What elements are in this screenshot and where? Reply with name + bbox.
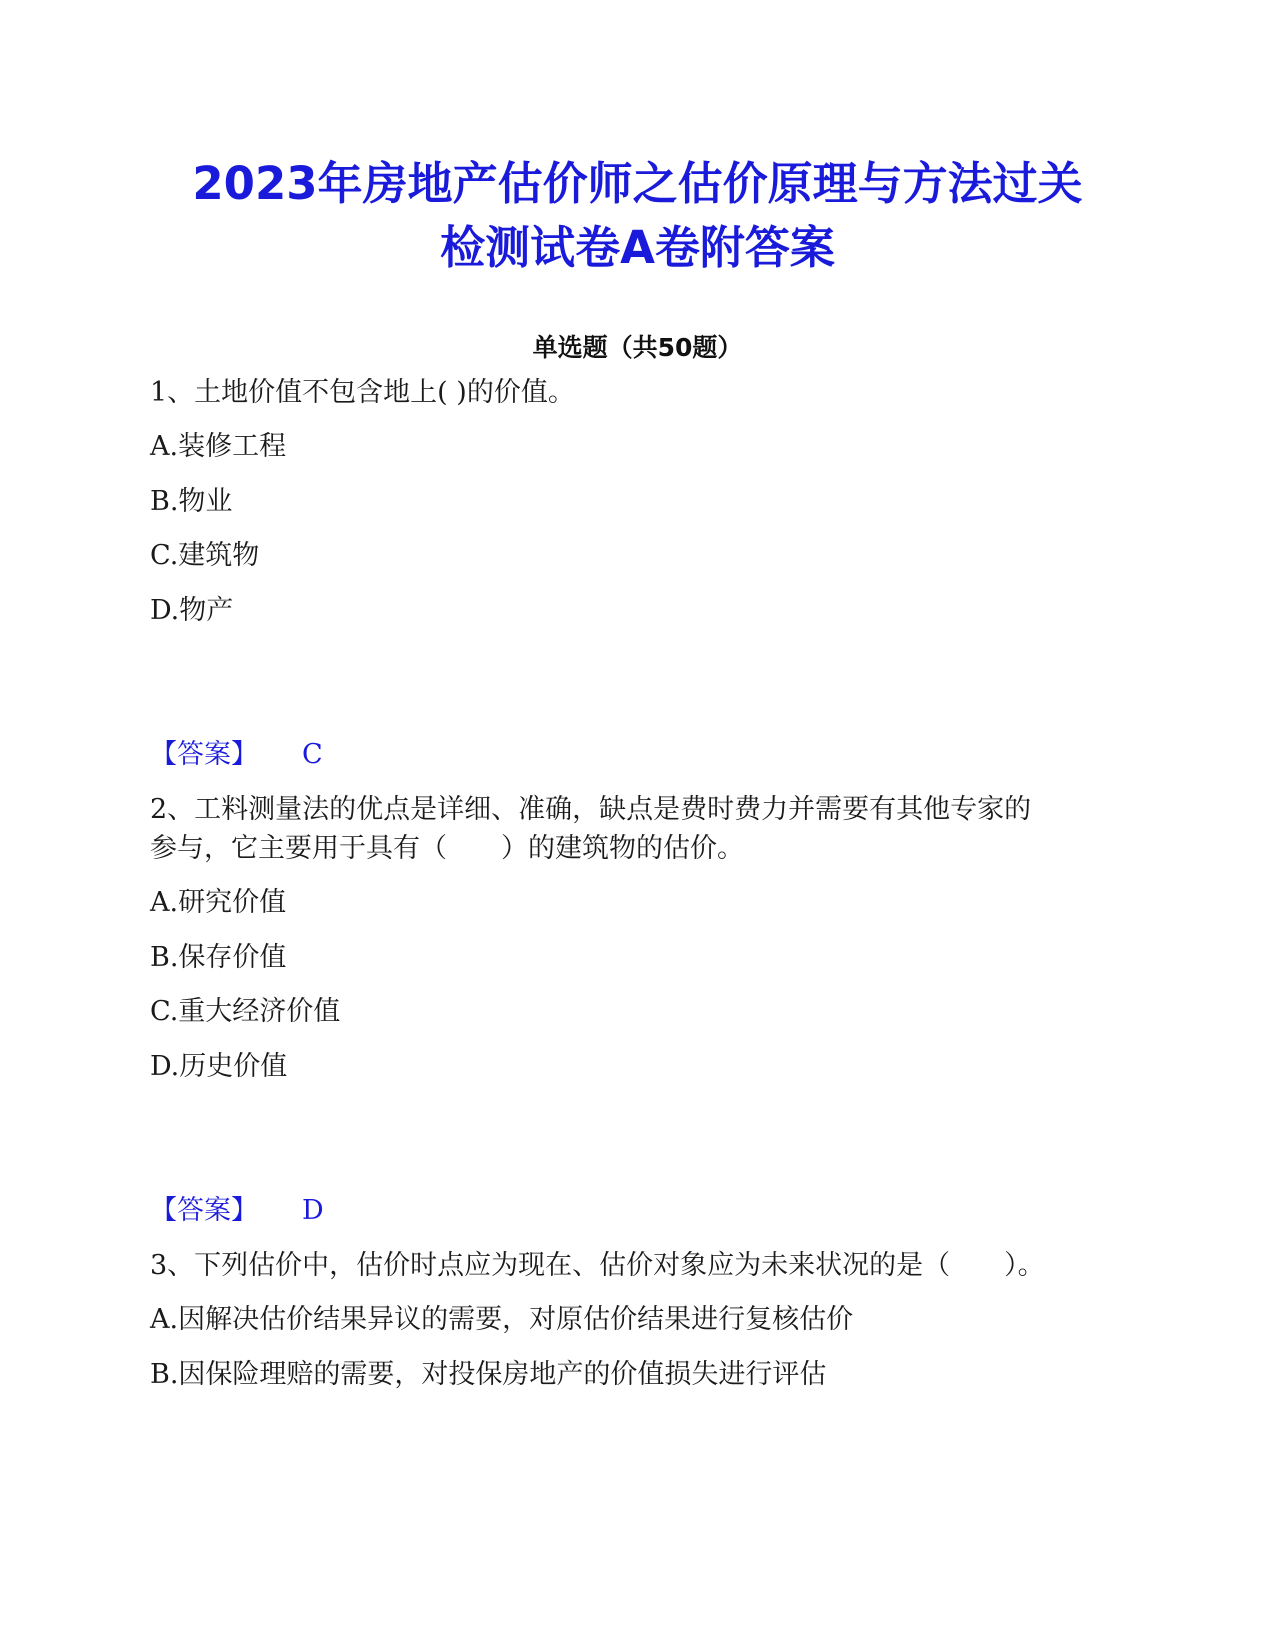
document-title-line1: 2023年房地产估价师之估价原理与方法过关 <box>192 157 1083 210</box>
question-2-option-d: D.历史价值 <box>150 1051 288 1082</box>
question-1-option-b: B.物业 <box>150 486 233 517</box>
question-1-answer <box>150 735 323 775</box>
question-2-stem-line1: 2、工料测量法的优点是详细、准确，缺点是费时费力并需要有其他专家的 <box>150 794 1032 825</box>
answer-value: D <box>302 1195 324 1226</box>
question-3-option-b: B.因保险理赔的需要，对投保房地产的价值损失进行评估 <box>150 1359 827 1390</box>
section-heading: 单选题（共50题） <box>532 333 743 362</box>
question-2-option-c: C.重大经济价值 <box>150 996 341 1027</box>
question-2-option-a: A.研究价值 <box>150 887 287 918</box>
question-2-option-b: B.保存价值 <box>150 942 287 973</box>
question-2-answer <box>150 1191 324 1231</box>
answer-value: C <box>302 739 323 770</box>
question-1-option-c: C.建筑物 <box>150 540 260 571</box>
question-3-option-a: A.因解决估价结果异议的需要，对原估价结果进行复核估价 <box>150 1304 854 1335</box>
question-1-option-a: A.装修工程 <box>150 431 287 462</box>
question-1-stem: 1、土地价值不包含地上( )的价值。 <box>150 377 575 408</box>
question-1-option-d: D.物产 <box>150 595 234 626</box>
question-3-stem: 3、下列估价中，估价时点应为现在、估价对象应为未来状况的是（ ）。 <box>150 1250 1045 1281</box>
answer-label: 【答案】 <box>150 739 258 770</box>
question-2-stem-line2: 参与，它主要用于具有（ ）的建筑物的估价。 <box>150 833 744 864</box>
document-title-line2: 检测试卷A卷附答案 <box>440 221 835 274</box>
answer-label: 【答案】 <box>150 1195 258 1226</box>
